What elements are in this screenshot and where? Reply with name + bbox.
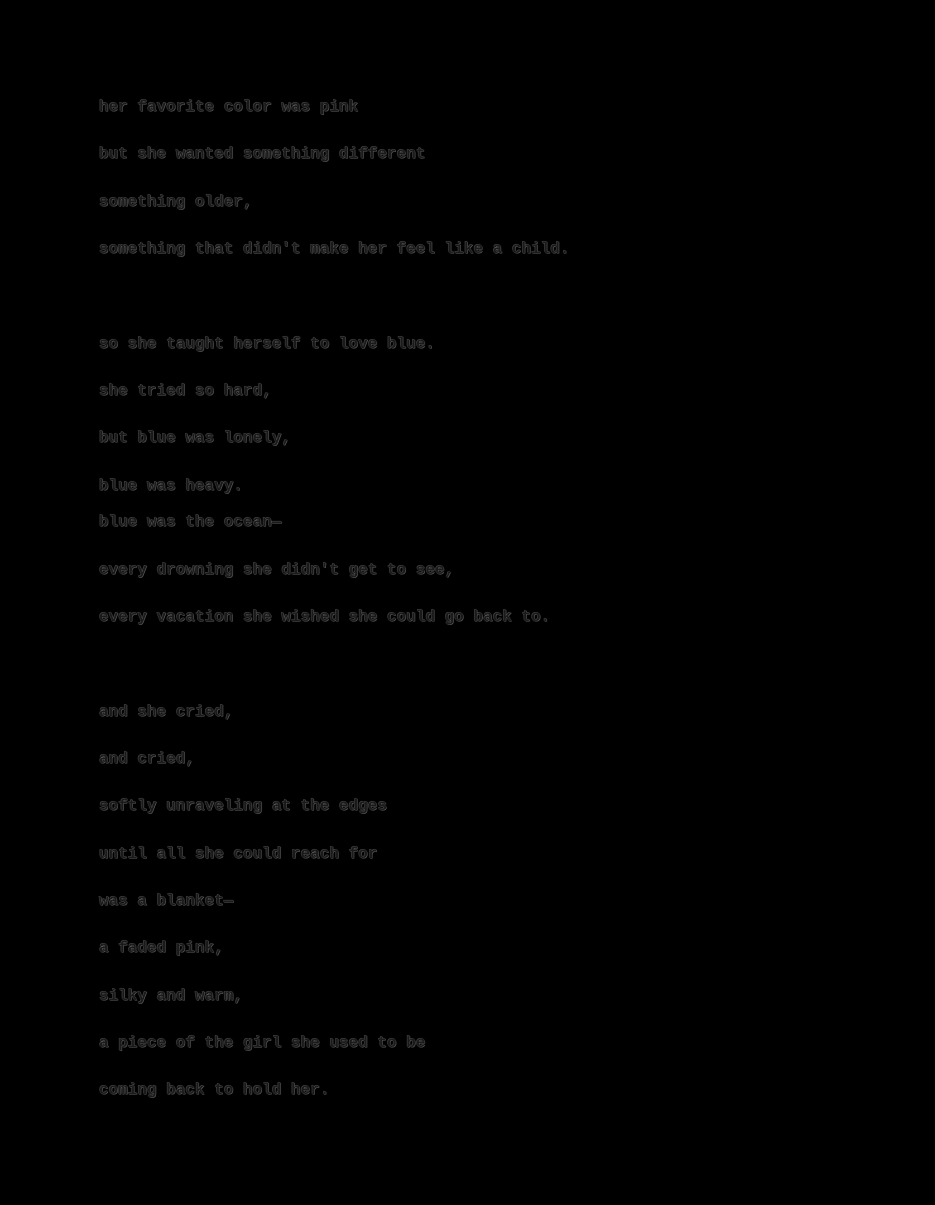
- poem-line: silky and warm,: [99, 987, 244, 1005]
- poem-line: and cried,: [99, 750, 196, 768]
- poem-line: something that didn't make her feel like a child.: [99, 240, 570, 258]
- poem-line: every vacation she wished she could go back to.: [99, 608, 551, 626]
- poem-line: but blue was lonely,: [99, 429, 292, 447]
- poem-line: was a blanket—: [99, 892, 234, 910]
- poem-line: coming back to hold her.: [99, 1081, 330, 1099]
- poem-line: a piece of the girl she used to be: [99, 1034, 426, 1052]
- poem-line: a faded pink,: [99, 939, 224, 957]
- poem-line: her favorite color was pink: [99, 98, 359, 116]
- poem-line: until all she could reach for: [99, 845, 378, 863]
- poem-line: blue was heavy.: [99, 477, 244, 495]
- poem-line: something older,: [99, 193, 253, 211]
- poem-line: blue was the ocean—: [99, 513, 282, 531]
- poem-line: and she cried,: [99, 703, 234, 721]
- poem-line: but she wanted something different: [99, 145, 426, 163]
- poem-line: she tried so hard,: [99, 382, 272, 400]
- poem-line: every drowning she didn't get to see,: [99, 561, 455, 579]
- poem-line: softly unraveling at the edges: [99, 797, 388, 815]
- poem-line: so she taught herself to love blue.: [99, 335, 436, 353]
